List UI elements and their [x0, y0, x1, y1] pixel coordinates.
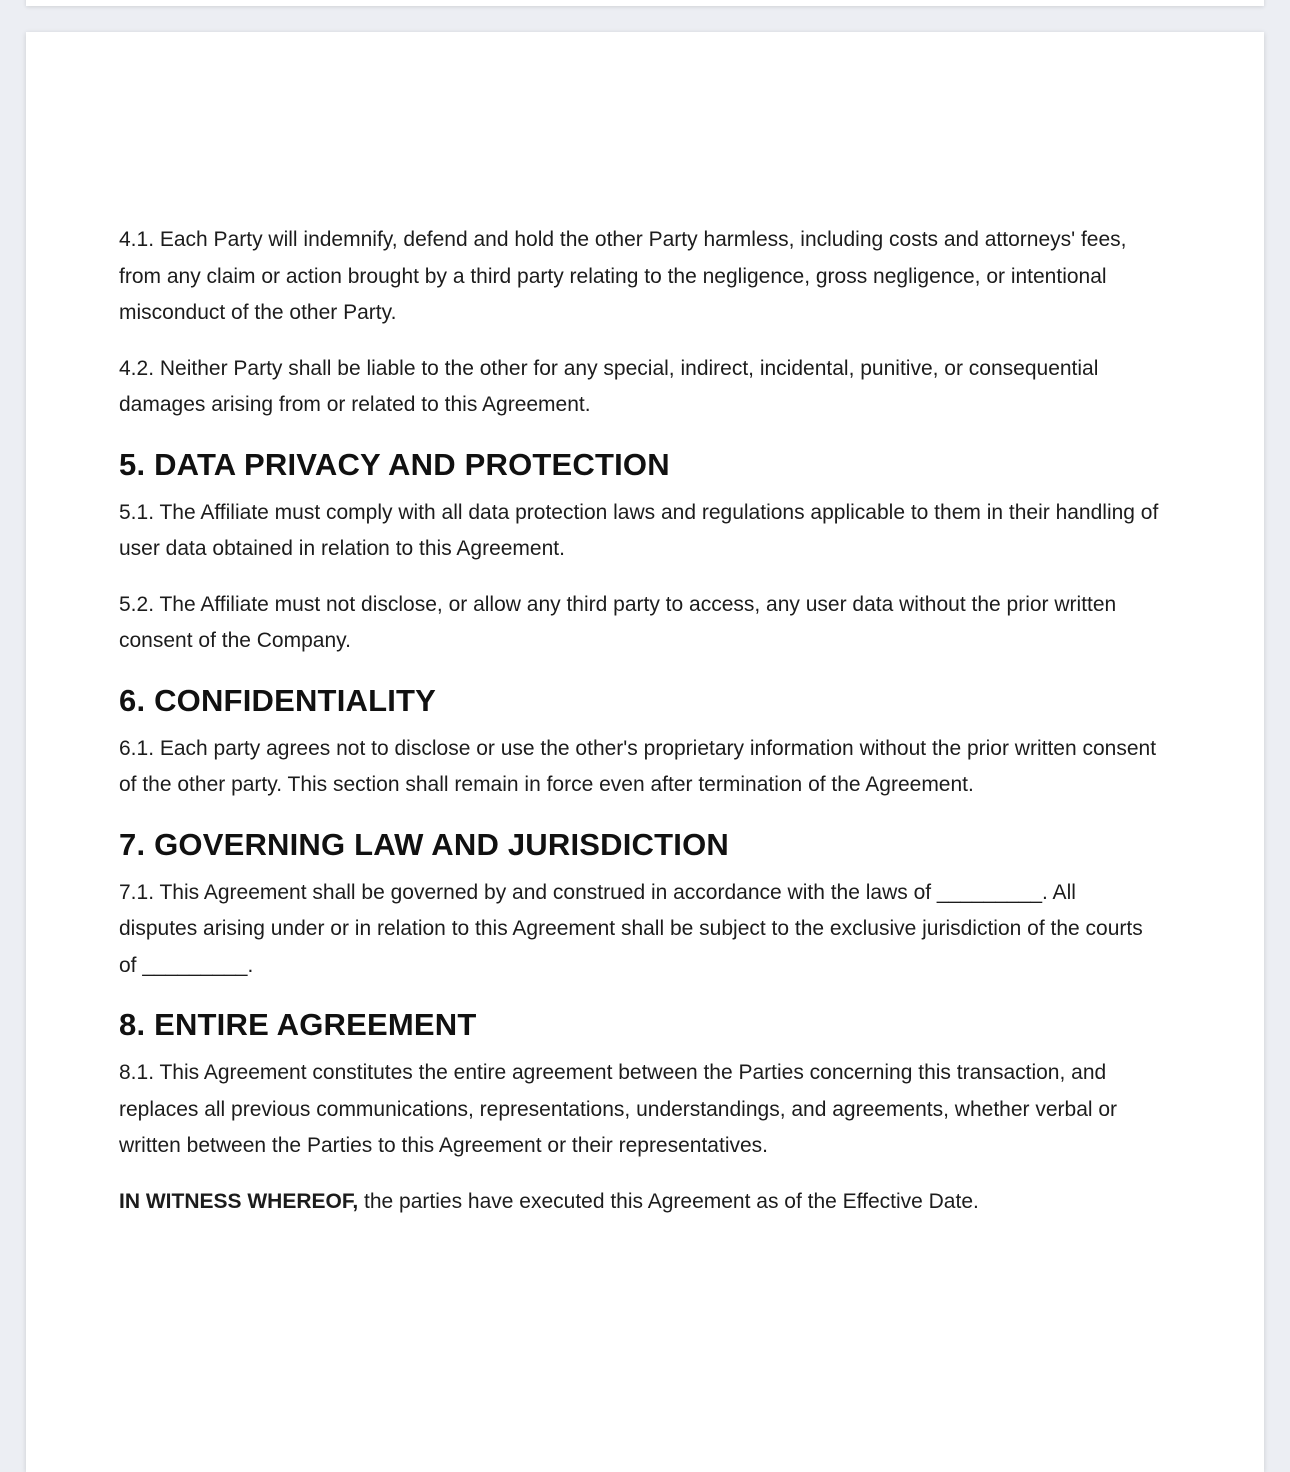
section-heading-confidentiality: 6. CONFIDENTIALITY: [119, 682, 437, 718]
section-heading-governing-law: 7. GOVERNING LAW AND JURISDICTION: [119, 826, 729, 862]
clause-6-1: 6.1. Each party agrees not to disclose or use the other's proprietary information without the prior written consent of the other party. This section shall remain in force even after termination of the Agreement.: [119, 736, 1157, 796]
document-body: [119, 222, 1159, 1239]
clause-4-1: 4.1. Each Party will indemnify, defend and hold the other Party harmless, including costs and attorneys' fees, from any claim or action brought by a third party relating to the negligence, gross negligence, or intentional misconduct of the other Party.: [119, 228, 1127, 324]
document-page: [26, 32, 1264, 1472]
witness-statement: [119, 1184, 1159, 1221]
clause-5-1: 5.1. The Affiliate must comply with all data protection laws and regulations applicable to them in their handling of user data obtained in relation to this Agreement.: [119, 500, 1159, 560]
clause-7-1: 7.1. This Agreement shall be governed by and construed in accordance with the laws of _________. All disputes arising under or in relation to this Agreement shall be subject to the exclusive jurisdiction of the courts of _________.: [119, 880, 1143, 977]
previous-page-edge: [26, 0, 1264, 6]
witness-lead: IN WITNESS WHEREOF,: [119, 1189, 359, 1213]
witness-rest: the parties have executed this Agreement as of the Effective Date.: [358, 1189, 979, 1213]
section-heading-data-privacy: 5. DATA PRIVACY AND PROTECTION: [119, 446, 670, 482]
clause-5-2: 5.2. The Affiliate must not disclose, or allow any third party to access, any user data without the prior written consent of the Company.: [119, 592, 1117, 652]
clause-8-1: 8.1. This Agreement constitutes the entire agreement between the Parties concerning this transaction, and replaces all previous communications, representations, understandings, and agreements, whether verbal or written between the Parties to this Agreement or their representatives.: [119, 1061, 1118, 1157]
section-heading-entire-agreement: 8. ENTIRE AGREEMENT: [119, 1007, 477, 1042]
clause-4-2: 4.2. Neither Party shall be liable to the other for any special, indirect, incidental, punitive, or consequential damages arising from or related to this Agreement.: [119, 356, 1099, 416]
